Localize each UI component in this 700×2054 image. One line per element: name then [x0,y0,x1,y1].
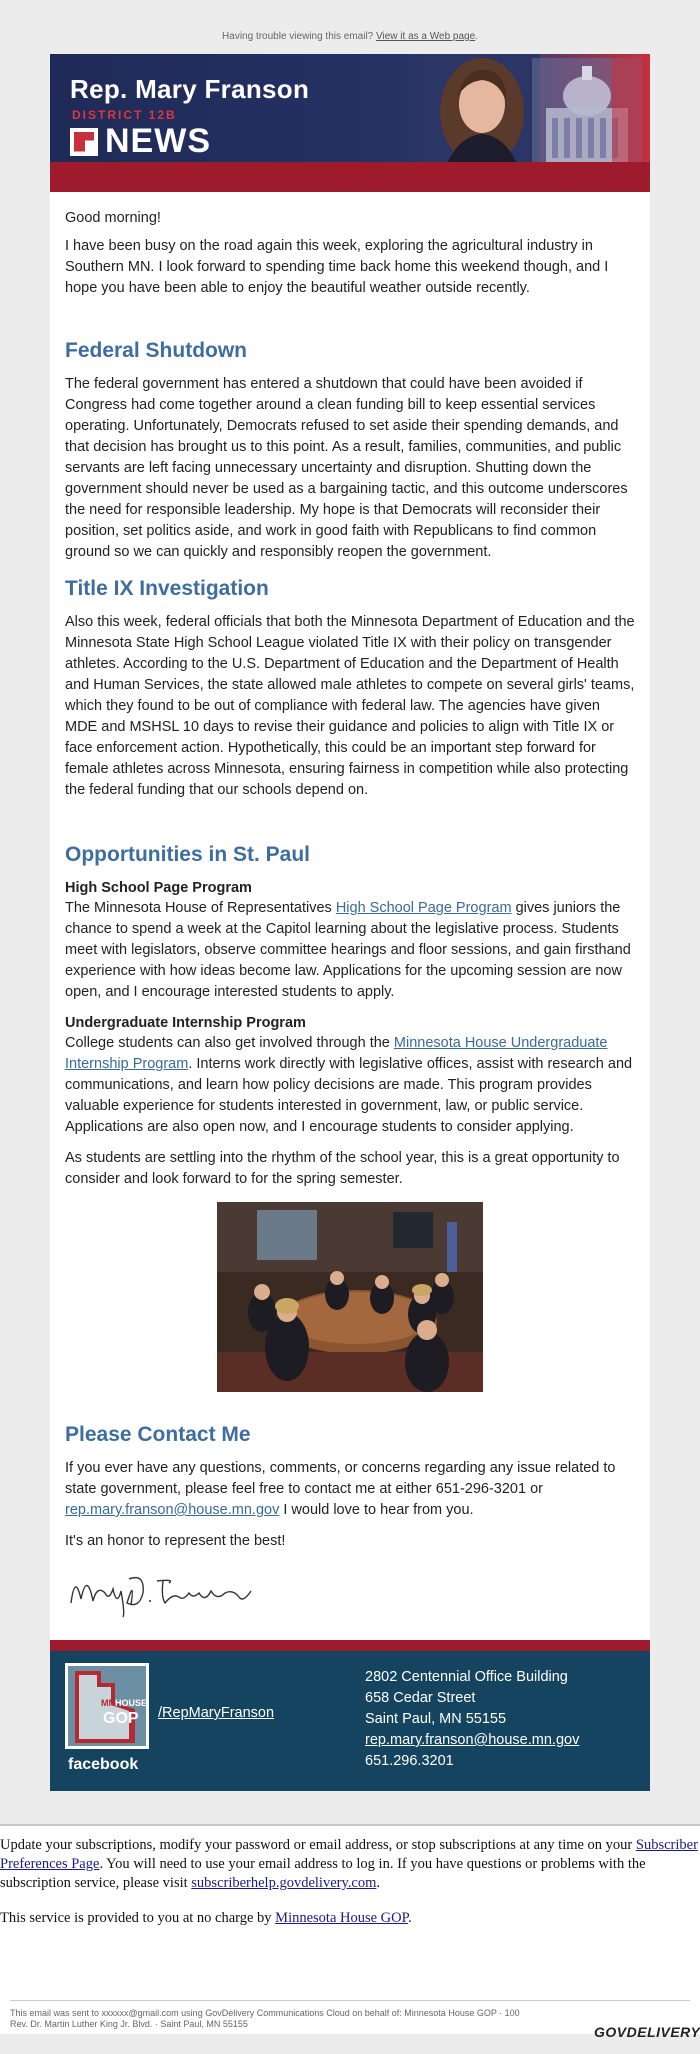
section-title-shutdown: Federal Shutdown [65,339,248,362]
fineprint-divider [10,2000,690,2001]
page-program-link[interactable]: High School Page Program [335,900,512,916]
footer-phone: 651.296.3201 [365,1753,454,1769]
signature-image [65,1563,255,1619]
footer-email-link[interactable]: rep.mary.franson@house.mn.gov [365,1732,580,1748]
subscription-text-mid: . You will need to use your email address to log in. If you have questions or problems with the subscription service, please visit [0,1856,646,1891]
email-container [50,54,650,1791]
section-title-opportunities: Opportunities in St. Paul [65,843,311,866]
web-view-suffix: . [475,31,478,42]
minnesota-house-gop-link[interactable]: Minnesota House GOP [275,1910,409,1926]
shutdown-paragraph: The federal government has entered a shutdown that could have been avoided if Congress had come together around a clean funding bill to keep essential services operating. Unfortunately, Democrats refused to set aside their spending demands, and that decision has brought us to this point. As a result, families, communities, and public servants are left facing unnecessary uncertainty and disruption. Shutting down the government should never be used as a bargaining tactic, and this outcome underscores the need for responsible leadership. My hope is that Democrats will reconsider their position, set politics aside, and work in good faith with Republicans to find common ground so we can quickly and responsibly reopen the government. [65,376,628,560]
subscription-footer [0,1824,700,2034]
address-line-3: Saint Paul, MN 55155 [365,1711,507,1727]
fineprint-line-2: Rev. Dr. Martin Luther King Jr. Blvd. · Saint Paul, MN 55155 [10,2019,248,2029]
banner-red-bar [50,162,650,192]
address-line-1: 2802 Centennial Office Building [365,1669,568,1685]
subscriber-preferences-link[interactable]: Subscriber Preferences Page [0,1837,698,1872]
address-line-2: 658 Cedar Street [365,1690,476,1706]
banner-news-row [70,122,211,161]
facebook-handle-link[interactable]: /RepMaryFranson [158,1705,275,1721]
service-text-post: . [408,1910,412,1926]
contact-email-link[interactable]: rep.mary.franson@house.mn.gov [65,1502,280,1518]
govdelivery-logo[interactable]: GOVDELIVERY [594,2024,700,2040]
page-program-heading: High School Page Program [65,880,252,896]
banner-district: DISTRICT 12B [72,108,177,122]
representative-portrait [420,54,540,162]
contact-text-post: I would love to hear from you. [279,1502,474,1518]
fineprint [10,2008,610,2030]
minnesota-flag-icon [70,128,98,156]
subscription-text-pre: Update your subscriptions, modify your password or email address, or stop subscriptions at any time on your [0,1837,636,1853]
contact-paragraph [65,1458,635,1521]
page-program-text-post: gives juniors the chance to spend a week at the Capitol learning about the legislative process. Students meet with legislators, observe committee hearings and floor sessions, and gain firsthand experience with how ideas become law. Applications for the upcoming session are now open, and I encourage interested students to apply. [65,900,631,1000]
titleix-paragraph: Also this week, federal officials that both the Minnesota Department of Education and the Minnesota State High School League violated Title IX with their policy on transgender athletes. According to the U.S. Department of Education and the Department of Health and Human Services, the state allowed male athletes to compete on several girls' teams, which they found to be out of compliance with federal law. The agencies have given MDE and MSHSL 10 days to revise their guidance and policies to align with Title IX or face enforcement action. Hypothetically, this could be an important step forward for female athletes across Minnesota, ensuring fairness in competition while also protecting the federal funding that our schools depend on. [65,614,635,798]
honor-line: It's an honor to represent the best! [65,1533,286,1549]
logo-gop-text: GOP [103,1710,139,1727]
office-address [365,1667,579,1772]
page-program-paragraph [65,898,635,1003]
opportunities-closing: As students are settling into the rhythm of the school year, this is a great opportunity to consider and look forward to for the spring semester. [65,1150,620,1187]
web-view-notice [0,0,700,54]
subscriber-help-link[interactable]: subscriberhelp.govdelivery.com [191,1875,377,1891]
internship-text-post: . Interns work directly with legislative offices, assist with research and communications, and learn how policy decisions are made. This program provides valuable experience for students interested in government, law, or public service. Applications are also open now, and I encourage students to consider applying. [65,1056,633,1135]
internship-program-link[interactable]: Minnesota House Undergraduate Internship Program [65,1035,608,1072]
facebook-wordmark: facebook [68,1756,139,1773]
fineprint-line-1: This email was sent to xxxxxx@gmail.com using GovDelivery Communications Cloud on behalf of: Minnesota House GOP · 100 [10,2008,520,2018]
contact-text-pre: If you ever have any questions, comments, or concerns regarding any issue related to state government, please feel free to contact me at either 651-296-3201 or [65,1460,616,1497]
trouble-text: Having trouble viewing this email? [222,31,377,42]
contact-footer [50,1651,650,1791]
intro-paragraph: I have been busy on the road again this week, exploring the agricultural industry in Southern MN. I look forward to spending time back home this weekend though, and I hope you have been able to enjoy the beautiful weather outside recently. [65,238,609,296]
section-title-contact: Please Contact Me [65,1423,251,1446]
banner-name: Rep. Mary Franson [70,74,310,104]
mn-house-gop-facebook-logo[interactable] [65,1663,149,1775]
service-paragraph [0,1909,700,1928]
students-meeting-photo [217,1202,483,1392]
capitol-building-image [532,58,642,162]
service-text-pre: This service is provided to you at no charge by [0,1910,276,1926]
subscription-text-post: . [376,1875,380,1891]
footer-red-bar [50,1640,650,1651]
subscription-paragraph [0,1836,700,1893]
internship-heading: Undergraduate Internship Program [65,1015,306,1031]
internship-paragraph [65,1033,635,1138]
newsletter-banner [50,54,650,162]
newsletter-body [50,192,650,1626]
web-view-link[interactable]: View it as a Web page [376,31,476,42]
page-program-text-pre: The Minnesota House of Representatives [65,900,336,916]
greeting: Good morning! [65,210,161,226]
internship-text-pre: College students can also get involved through the [65,1035,394,1051]
logo-house-text: HOUSE [115,1698,148,1708]
logo-mn-text: MN [101,1698,115,1708]
banner-news: NEWS [105,122,211,160]
section-title-titleix: Title IX Investigation [65,577,269,600]
